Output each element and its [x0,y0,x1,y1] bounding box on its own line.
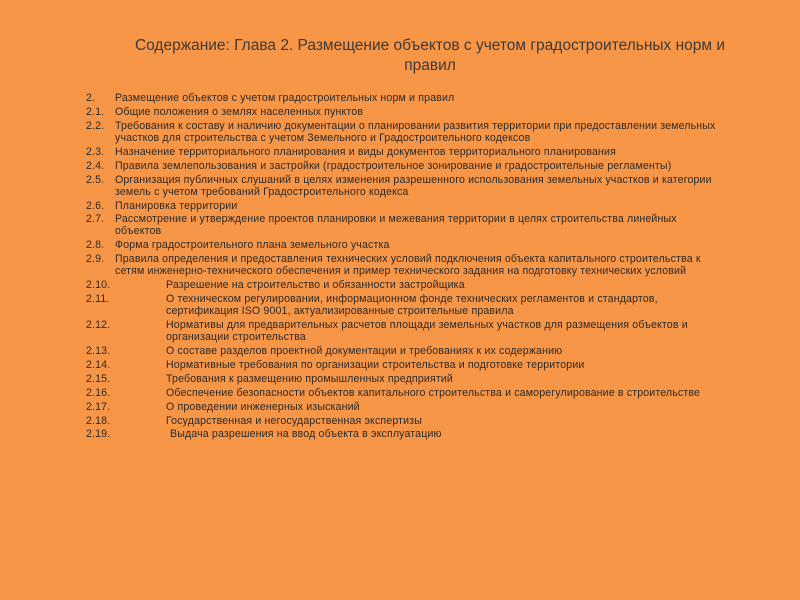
list-item [86,147,716,159]
item-text: Обеспечение безопасности объектов капитального строительства и саморегулирование в строительстве [166,386,701,399]
item-text: Правила землепользования и застройки (градостроительное зонирование и градостроительные регламенты) [115,159,672,172]
item-text: Рассмотрение и утверждение проектов планировки и межевания территории в целях строительства линейных объектов [115,213,677,238]
list-item [86,107,716,119]
contents-list [86,93,716,441]
item-number: 2.1. [86,105,105,118]
item-number: 2.11. [86,293,110,306]
list-item [86,346,716,358]
item-text: Разрешение на строительство и обязанности застройщика [166,279,465,292]
item-number: 2.5. [86,173,105,186]
item-text: Форма градостроительного плана земельного участка [115,239,390,252]
list-item [86,416,716,428]
item-number: 2.16. [86,386,111,399]
item-text: Общие положения о землях населенных пунктов [115,105,364,118]
item-text: Организация публичных слушаний в целях изменения разрешенного использования земельных участков и категории земель с учетом требований Градостроительного кодекса [115,173,712,198]
list-item [86,374,716,386]
list-item [86,240,716,252]
item-number: 2.4. [86,159,105,172]
item-text: О техническом регулировании, информационном фонде технических регламентов и стандартов, сертификация ISO 9001, актуализированные строительные правила [166,293,658,317]
item-text: Нормативы для предварительных расчетов площади земельных участков для размещения объектов и организации строительства [166,318,688,343]
item-text: Правила определения и предоставления технических условий подключения объекта капитального строительства к сетям инженерно-технического обеспечения и пример технического задания на подготовку технических условий [115,253,701,278]
item-number: 2.9. [86,253,105,266]
item-number: 2.18. [86,414,111,427]
list-item [86,280,716,292]
item-number: 2.15. [86,372,111,385]
item-number: 2.7. [86,213,105,226]
item-number: 2.14. [86,358,111,371]
list-item [86,320,716,344]
item-text: Требования к размещению промышленных предприятий [166,372,453,385]
list-item [86,429,716,441]
list-item [86,294,716,318]
list-item [86,93,716,105]
item-text: Планировка территории [115,199,238,212]
list-item [86,214,716,238]
item-number: 2.17. [86,400,111,413]
list-item [86,402,716,414]
item-number: 2.13. [86,344,111,357]
item-number: 2.3. [86,145,105,158]
item-number: 2.2. [86,119,105,132]
list-item [86,360,716,372]
list-item [86,175,716,199]
list-item [86,121,716,145]
list-item [86,161,716,173]
item-number: 2.10. [86,279,111,292]
list-item [86,201,716,213]
item-text: Размещение объектов с учетом градостроительных норм и правил [115,92,455,104]
item-text: Требования к составу и наличию документации о планировании развития территории при предоставлении земельных участков для строительства с учетом Земельного и Градостроительного кодексов [115,119,716,144]
list-item [86,388,716,400]
item-text: О проведении инженерных изысканий [166,400,360,413]
item-number: 2.12. [86,318,111,331]
item-text: Назначение территориального планирования и виды документов территориального планирования [115,145,616,158]
item-number: 2. [86,92,96,104]
item-text: Государственная и негосударственная экспертизы [166,414,422,427]
item-number: 2.8. [86,239,105,252]
list-item [86,254,716,278]
item-text: О составе разделов проектной документации и требованиях к их содержанию [166,344,563,357]
item-text: Выдача разрешения на ввод объекта в эксплуатацию [170,428,442,441]
item-number: 2.6. [86,199,105,212]
slide-title: Содержание: Глава 2. Размещение объектов с учетом градостроительных норм и правил [134,37,726,74]
item-number: 2.19. [86,428,111,441]
item-text: Нормативные требования по организации строительства и подготовке территории [166,358,585,371]
